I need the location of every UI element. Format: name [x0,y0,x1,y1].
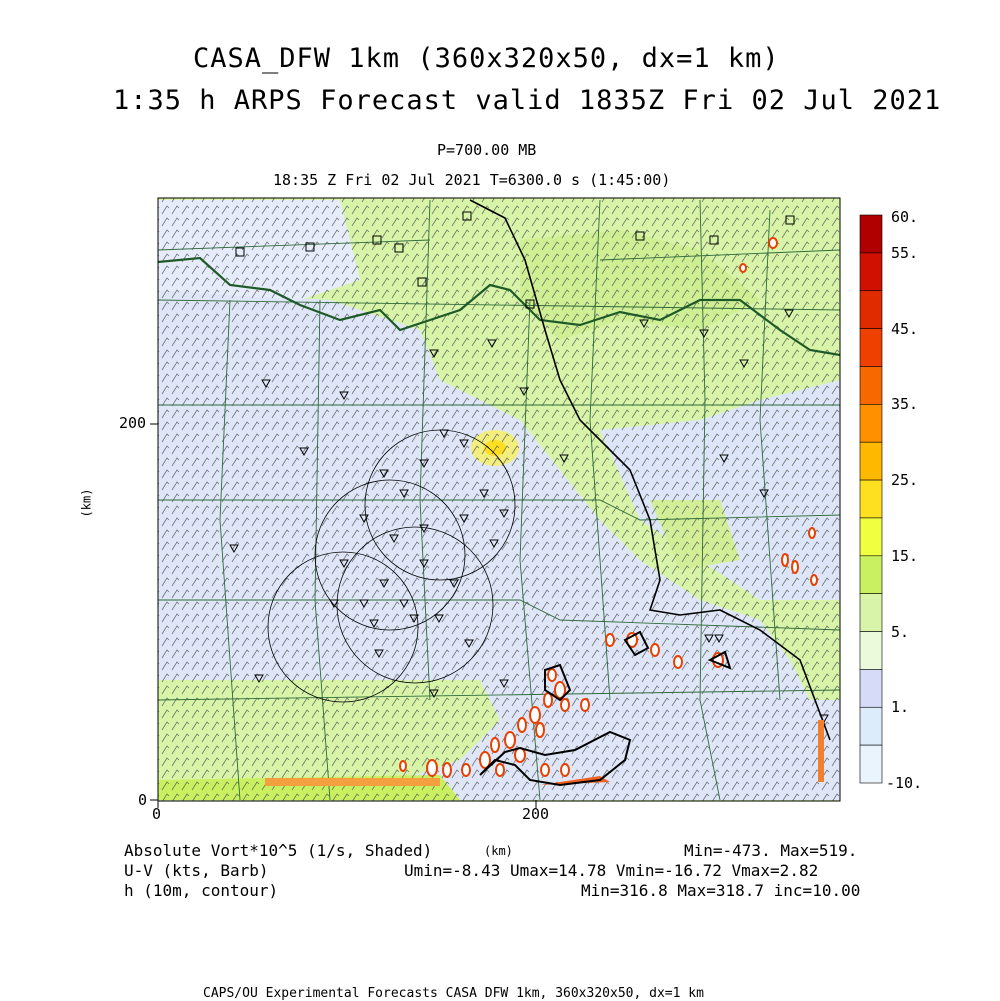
colorbar-swatch [860,442,882,480]
field-1-description: Absolute Vort*10^5 (1/s, Shaded) [124,841,433,860]
colorbar-swatch [860,745,882,783]
colorbar-swatch [860,669,882,707]
colorbar-swatch [860,632,882,670]
field-2-description: U-V (kts, Barb) [124,861,269,880]
colorbar-swatch [860,404,882,442]
y-tick-200: 200 [119,414,147,432]
colorbar-label: 45. [891,320,919,338]
field-3-range: Min=316.8 Max=318.7 inc=10.00 [581,881,861,900]
colorbar-swatch [860,215,882,253]
colorbar-label: 35. [891,395,919,413]
colorbar-swatch [860,556,882,594]
colorbar-swatch [860,291,882,329]
pressure-level: P=700.00 MB [437,141,537,159]
credit-line: CAPS/OU Experimental Forecasts CASA DFW 1km, 360x320x50, dx=1 km [203,986,704,1001]
colorbar-swatch [860,366,882,404]
colorbar-swatch [860,480,882,518]
y-axis-label: (km) [79,488,94,518]
title-line-1: CASA_DFW 1km (360x320x50, dx=1 km) [193,43,780,74]
x-tick-200: 200 [522,805,550,823]
colorbar-swatch [860,329,882,367]
field-2-range: Umin=-8.43 Umax=14.78 Vmin=-16.72 Vmax=2.82 [404,861,819,880]
colorbar-swatch [860,253,882,291]
colorbar-swatch [860,594,882,632]
colorbar-swatch [860,518,882,556]
colorbar-label: 5. [891,623,910,641]
y-tick-0: 0 [138,791,148,809]
colorbar-swatch [860,707,882,745]
colorbar-label: 25. [891,471,919,489]
colorbar-label: -10. [886,774,923,792]
x-axis-label: (km) [484,844,513,858]
field-3-description: h (10m, contour) [124,881,279,900]
colorbar-label: 55. [891,244,919,262]
colorbar-label: 1. [891,698,910,716]
colorbar [860,215,882,783]
field-1-range: Min=-473. Max=519. [684,841,858,860]
title-line-2: 1:35 h ARPS Forecast valid 1835Z Fri 02 Jul 2021 [113,85,942,116]
colorbar-label: 15. [891,547,919,565]
colorbar-label: 60. [891,208,919,226]
valid-time: 18:35 Z Fri 02 Jul 2021 T=6300.0 s (1:45:00) [273,171,671,189]
x-tick-0: 0 [152,805,162,823]
